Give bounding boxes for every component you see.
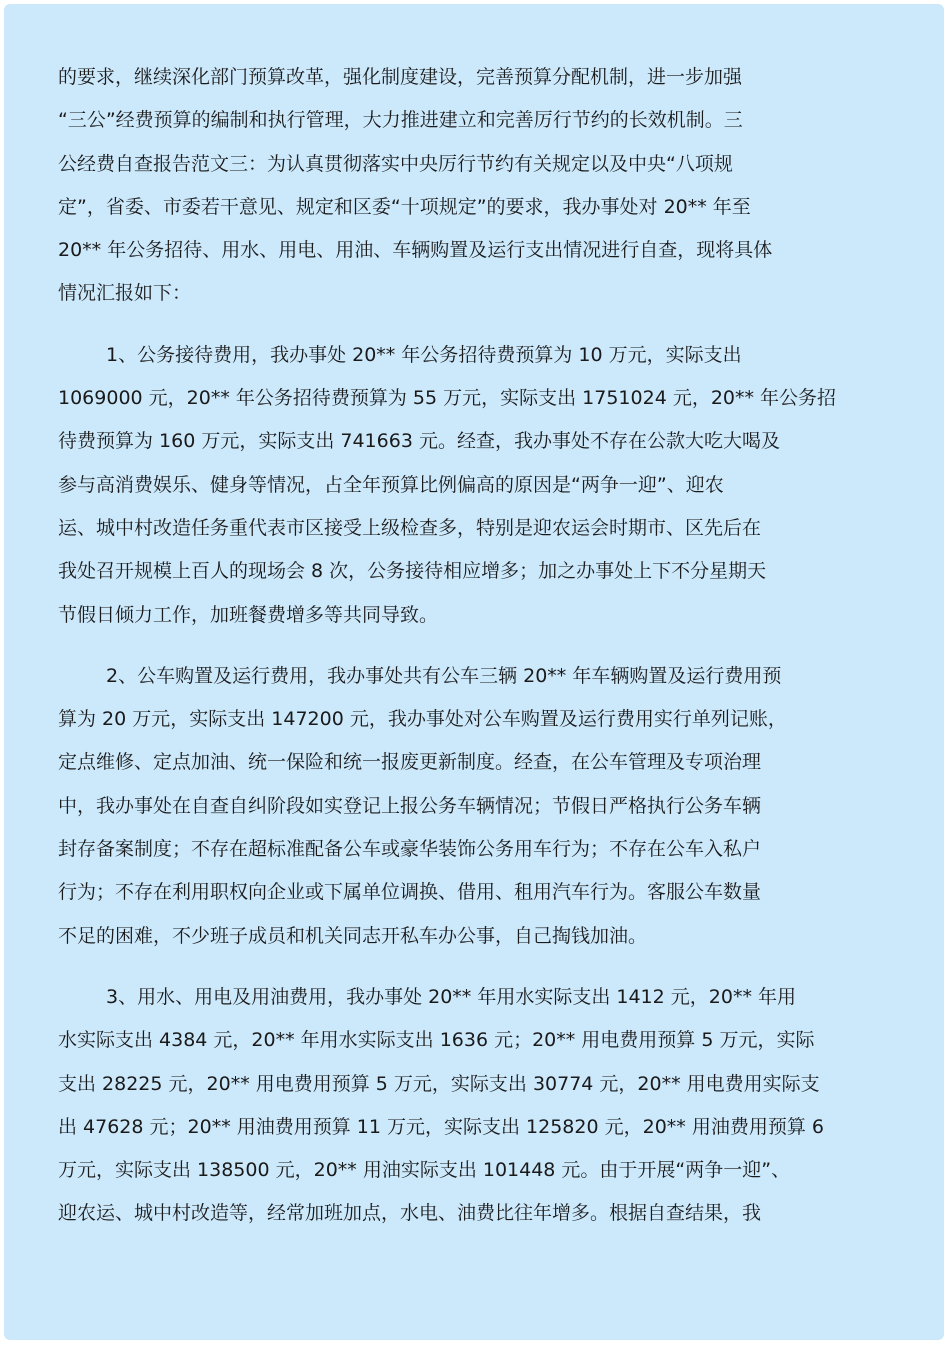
paragraph-gap bbox=[58, 958, 898, 976]
text-line: “三公”经费预算的编制和执行管理，大力推进建立和完善厉行节约的长效机制。三 bbox=[58, 109, 743, 132]
text-line: 封存备案制度；不存在超标准配备公车或豪华装饰公务用车行为；不存在公车入私户 bbox=[58, 838, 762, 861]
text-line: 定点维修、定点加油、统一保险和统一报废更新制度。经查，在公车管理及专项治理 bbox=[58, 751, 762, 774]
text-line: 公经费自查报告范文三：为认真贯彻落实中央厉行节约有关规定以及中央“八项规 bbox=[58, 152, 733, 175]
text-line: 情况汇报如下： bbox=[58, 282, 192, 305]
text-line: 20** 年公务招待、用水、用电、用油、车辆购置及运行支出情况进行自查，现将具体 bbox=[58, 239, 773, 262]
text-line: 水实际支出 4384 元，20** 年用水实际支出 1636 元；20** 用电费用预算 5 万元，实际 bbox=[58, 1029, 815, 1052]
text-line: 出 47628 元；20** 用油费用预算 11 万元，实际支出 125820 元，20** 用油费用预算 6 bbox=[58, 1115, 824, 1138]
text-line: 行为；不存在利用职权向企业或下属单位调换、借用、租用汽车行为。客服公车数量 bbox=[58, 881, 762, 904]
paragraph-gap bbox=[58, 637, 898, 655]
paragraph-utility-costs bbox=[58, 976, 898, 1236]
text-line: 参与高消费娱乐、健身等情况，占全年预算比例偏高的原因是“两争一迎”、迎农 bbox=[58, 473, 724, 496]
paragraph-intro bbox=[58, 56, 898, 316]
text-line: 运、城中村改造任务重代表市区接受上级检查多，特别是迎农运会时期市、区先后在 bbox=[58, 516, 762, 539]
paragraph-reception-costs bbox=[58, 334, 898, 637]
text-line: 定”，省委、市委若干意见、规定和区委“十项规定”的要求，我办事处对 20** 年至 bbox=[58, 195, 751, 218]
text-line: 支出 28225 元，20** 用电费用预算 5 万元，实际支出 30774 元，20** 用电费用实际支 bbox=[58, 1072, 820, 1095]
text-line: 1069000 元，20** 年公务招待费预算为 55 万元，实际支出 1751024 元，20** 年公务招 bbox=[58, 387, 837, 410]
text-line: 3、用水、用电及用油费用，我办事处 20** 年用水实际支出 1412 元，20** 年用 bbox=[106, 985, 796, 1008]
text-line: 中，我办事处在自查自纠阶段如实登记上报公务车辆情况；节假日严格执行公务车辆 bbox=[58, 794, 762, 817]
text-line: 节假日倾力工作，加班餐费增多等共同导致。 bbox=[58, 603, 439, 626]
text-line: 我处召开规模上百人的现场会 8 次，公务接待相应增多；加之办事处上下不分星期天 bbox=[58, 560, 767, 583]
text-line: 不足的困难，不少班子成员和机关同志开私车办公事，自己掏钱加油。 bbox=[58, 924, 648, 947]
document-page bbox=[4, 4, 944, 1340]
text-line: 迎农运、城中村改造等，经常加班加点，水电、油费比往年增多。根据自查结果，我 bbox=[58, 1202, 762, 1225]
text-line: 待费预算为 160 万元，实际支出 741663 元。经查，我办事处不存在公款大吃大喝及 bbox=[58, 430, 780, 453]
paragraph-vehicle-costs bbox=[58, 655, 898, 958]
text-line: 2、公车购置及运行费用，我办事处共有公车三辆 20** 年车辆购置及运行费用预 bbox=[106, 664, 782, 687]
text-line: 万元，实际支出 138500 元，20** 用油实际支出 101448 元。由于开展“两争一迎”、 bbox=[58, 1159, 791, 1182]
text-line: 算为 20 万元，实际支出 147200 元，我办事处对公车购置及运行费用实行单列记账， bbox=[58, 708, 787, 731]
text-line: 的要求，继续深化部门预算改革，强化制度建设，完善预算分配机制，进一步加强 bbox=[58, 66, 743, 88]
text-line: 1、公务接待费用，我办事处 20** 年公务招待费预算为 10 万元，实际支出 bbox=[106, 343, 742, 366]
paragraph-gap bbox=[58, 316, 898, 334]
document-body bbox=[58, 56, 898, 1236]
